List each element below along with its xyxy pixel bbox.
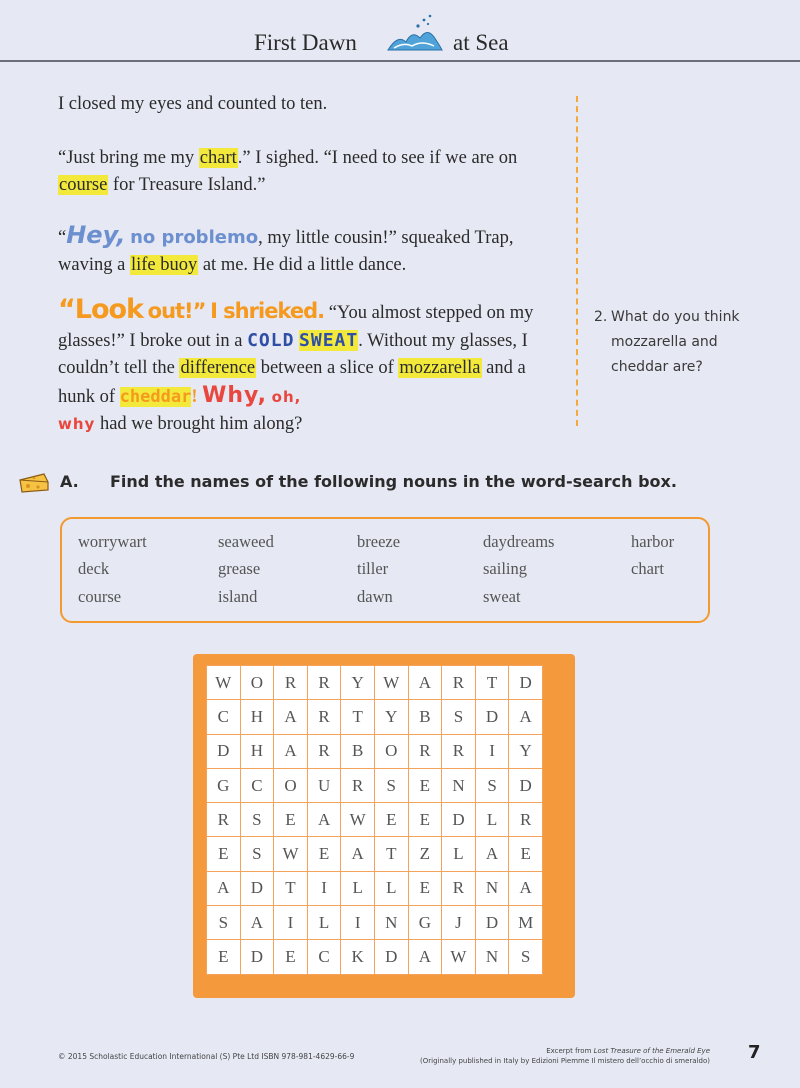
grid-cell[interactable]: C: [240, 768, 274, 802]
grid-cell[interactable]: A: [274, 700, 308, 734]
grid-cell[interactable]: O: [240, 666, 274, 700]
grid-cell[interactable]: C: [307, 940, 341, 974]
grid-cell[interactable]: E: [374, 803, 408, 837]
grid-cell[interactable]: E: [207, 940, 241, 974]
story-paragraph-1: [58, 91, 558, 118]
grid-cell[interactable]: N: [475, 871, 509, 905]
grid-cell[interactable]: Y: [509, 734, 543, 768]
grid-cell[interactable]: N: [442, 768, 476, 802]
story-text: between a slice of: [256, 358, 399, 378]
word-bank-item: island: [218, 587, 258, 606]
grid-cell[interactable]: T: [374, 837, 408, 871]
grid-cell[interactable]: S: [240, 837, 274, 871]
grid-cell[interactable]: L: [475, 803, 509, 837]
look-out-text: out!”: [147, 299, 206, 323]
margin-divider: [576, 96, 578, 426]
grid-cell[interactable]: D: [374, 940, 408, 974]
question-number: 2.: [594, 309, 608, 325]
grid-row: [207, 906, 543, 940]
grid-row: [207, 837, 543, 871]
grid-cell[interactable]: D: [207, 734, 241, 768]
grid-cell[interactable]: K: [341, 940, 375, 974]
word-bank-item: grease: [218, 559, 261, 578]
grid-cell[interactable]: B: [341, 734, 375, 768]
grid-cell[interactable]: A: [207, 871, 241, 905]
grid-cell[interactable]: E: [274, 803, 308, 837]
grid-cell[interactable]: D: [475, 906, 509, 940]
grid-cell[interactable]: W: [442, 940, 476, 974]
grid-cell[interactable]: R: [207, 803, 241, 837]
cheese-icon: [18, 470, 50, 494]
grid-cell[interactable]: J: [442, 906, 476, 940]
grid-cell[interactable]: L: [442, 837, 476, 871]
grid-cell[interactable]: A: [408, 940, 442, 974]
grid-row: [207, 871, 543, 905]
grid-cell[interactable]: E: [408, 871, 442, 905]
wave-icon: [384, 12, 444, 58]
story-text: “You almost stepped on my glasses!” I broke out in a: [58, 303, 534, 351]
page-header: [0, 0, 800, 62]
grid-cell[interactable]: D: [509, 768, 543, 802]
grid-cell[interactable]: R: [509, 803, 543, 837]
grid-cell[interactable]: I: [274, 906, 308, 940]
story-text: , my little cousin!” squeaked Trap, waving a: [58, 228, 514, 275]
grid-cell[interactable]: S: [442, 700, 476, 734]
grid-cell[interactable]: L: [341, 871, 375, 905]
question-text: What do you think mozzarella and cheddar are?: [611, 309, 740, 375]
grid-cell[interactable]: D: [509, 666, 543, 700]
grid-cell[interactable]: I: [307, 871, 341, 905]
story-paragraph-4: [58, 296, 558, 438]
story-paragraph-3: [58, 222, 558, 279]
word-bank-item: sailing: [483, 559, 527, 578]
grid-cell[interactable]: N: [475, 940, 509, 974]
grid-cell[interactable]: C: [207, 700, 241, 734]
sweat-text: SWEAT: [299, 330, 359, 351]
word-search-grid: [206, 665, 543, 975]
grid-row: [207, 666, 543, 700]
grid-cell[interactable]: A: [509, 700, 543, 734]
grid-cell[interactable]: D: [442, 803, 476, 837]
excerpt-prefix: Excerpt from: [546, 1047, 594, 1055]
story-paragraph-2: [58, 145, 558, 199]
grid-cell[interactable]: O: [374, 734, 408, 768]
story-text: for Treasure Island.”: [108, 175, 266, 195]
grid-cell[interactable]: E: [408, 803, 442, 837]
grid-cell[interactable]: S: [374, 768, 408, 802]
story-text: “: [58, 228, 67, 248]
grid-cell[interactable]: R: [442, 666, 476, 700]
hey-text: Hey,: [66, 221, 126, 249]
excerpt-credit: [420, 1046, 710, 1066]
grid-cell[interactable]: T: [475, 666, 509, 700]
shrieked-text: I shrieked.: [210, 299, 325, 323]
grid-cell[interactable]: D: [240, 871, 274, 905]
grid-cell[interactable]: A: [307, 803, 341, 837]
grid-cell[interactable]: T: [341, 700, 375, 734]
highlight-mozzarella: mozzarella: [399, 358, 481, 378]
grid-cell[interactable]: G: [408, 906, 442, 940]
word-bank-item: breeze: [357, 532, 401, 551]
story-text: . Without my glasses, I couldn’t tell the: [58, 331, 528, 378]
grid-cell[interactable]: D: [475, 700, 509, 734]
grid-cell[interactable]: A: [240, 906, 274, 940]
grid-cell[interactable]: R: [274, 666, 308, 700]
grid-cell[interactable]: S: [475, 768, 509, 802]
grid-cell[interactable]: H: [240, 734, 274, 768]
word-bank-item: daydreams: [483, 532, 555, 551]
excerpt-title: Lost Treasure of the Emerald Eye: [593, 1047, 710, 1055]
why-text: Why,: [202, 383, 268, 408]
word-bank-item: deck: [78, 559, 110, 578]
grid-cell[interactable]: S: [207, 906, 241, 940]
grid-cell[interactable]: M: [509, 906, 543, 940]
why-text: why: [58, 415, 96, 433]
word-bank-item: chart: [631, 559, 664, 578]
cheddar-text: cheddar: [119, 387, 192, 407]
word-bank-item: course: [78, 587, 122, 606]
grid-cell[interactable]: L: [307, 906, 341, 940]
grid-cell[interactable]: Y: [374, 700, 408, 734]
grid-row: [207, 940, 543, 974]
word-bank-item: harbor: [631, 532, 675, 551]
story-text: !: [191, 387, 198, 407]
grid-cell[interactable]: S: [240, 803, 274, 837]
grid-cell[interactable]: A: [475, 837, 509, 871]
grid-cell[interactable]: A: [509, 871, 543, 905]
copyright: © 2015 Scholastic Education International (S) Pte Ltd ISBN 978-981-4629-66-9: [58, 1052, 355, 1061]
grid-cell[interactable]: S: [509, 940, 543, 974]
grid-cell[interactable]: W: [274, 837, 308, 871]
word-bank-item: sweat: [483, 587, 521, 606]
title-right: at Sea: [453, 30, 509, 55]
grid-cell[interactable]: I: [475, 734, 509, 768]
grid-cell[interactable]: Z: [408, 837, 442, 871]
grid-cell[interactable]: T: [274, 871, 308, 905]
grid-cell[interactable]: N: [374, 906, 408, 940]
grid-cell[interactable]: E: [307, 837, 341, 871]
grid-cell[interactable]: E: [509, 837, 543, 871]
grid-cell[interactable]: R: [442, 734, 476, 768]
grid-cell[interactable]: W: [207, 666, 241, 700]
story-text: and a hunk of: [58, 358, 526, 407]
word-bank-item: dawn: [357, 587, 393, 606]
word-bank-item: worrywart: [78, 532, 147, 551]
grid-cell[interactable]: E: [408, 768, 442, 802]
grid-cell[interactable]: Y: [341, 666, 375, 700]
grid-cell[interactable]: A: [274, 734, 308, 768]
grid-cell[interactable]: W: [341, 803, 375, 837]
section-letter: A.: [60, 472, 79, 491]
oh-text: oh,: [271, 388, 302, 406]
grid-cell[interactable]: E: [207, 837, 241, 871]
look-out-text: “Look: [58, 294, 144, 325]
cold-text: COLD: [247, 330, 295, 351]
grid-cell[interactable]: O: [274, 768, 308, 802]
grid-cell[interactable]: R: [307, 666, 341, 700]
highlight-course: course: [59, 175, 108, 195]
grid-cell[interactable]: R: [341, 768, 375, 802]
grid-row: [207, 803, 543, 837]
story-text: “Just bring me my: [58, 148, 199, 168]
margin-question: [594, 305, 764, 380]
grid-cell[interactable]: I: [341, 906, 375, 940]
grid-cell[interactable]: R: [442, 871, 476, 905]
story-text: had we brought him along?: [95, 414, 303, 434]
grid-cell[interactable]: B: [408, 700, 442, 734]
grid-cell[interactable]: A: [341, 837, 375, 871]
grid-cell[interactable]: R: [307, 734, 341, 768]
no-problemo-text: no problemo: [130, 227, 259, 248]
grid-cell[interactable]: H: [240, 700, 274, 734]
page-number: 7: [748, 1042, 761, 1063]
grid-row: [207, 700, 543, 734]
grid-cell[interactable]: U: [307, 768, 341, 802]
grid-cell[interactable]: W: [374, 666, 408, 700]
grid-cell[interactable]: G: [207, 768, 241, 802]
grid-row: [207, 734, 543, 768]
section-instruction: Find the names of the following nouns in the word-search box.: [110, 472, 677, 491]
grid-cell[interactable]: E: [274, 940, 308, 974]
word-bank: [60, 517, 710, 623]
grid-row: [207, 768, 543, 802]
original-publication: (Originally published in Italy by Edizioni Piemme Il mistero dell’occhio di smeraldo): [420, 1057, 710, 1065]
highlight-difference: difference: [180, 358, 256, 378]
grid-cell[interactable]: R: [408, 734, 442, 768]
word-bank-item: seaweed: [218, 532, 274, 551]
title-left: First Dawn: [254, 30, 357, 55]
word-bank-item: tiller: [357, 559, 389, 578]
highlight-life-buoy: life buoy: [130, 255, 198, 275]
grid-cell[interactable]: A: [408, 666, 442, 700]
story-text: I closed my eyes and counted to ten.: [58, 94, 328, 114]
grid-cell[interactable]: D: [240, 940, 274, 974]
story-text: at me. He did a little dance.: [198, 255, 407, 275]
grid-cell[interactable]: L: [374, 871, 408, 905]
highlight-chart: chart: [199, 148, 237, 168]
grid-cell[interactable]: R: [307, 700, 341, 734]
story-text: .” I sighed. “I need to see if we are on: [237, 148, 518, 168]
